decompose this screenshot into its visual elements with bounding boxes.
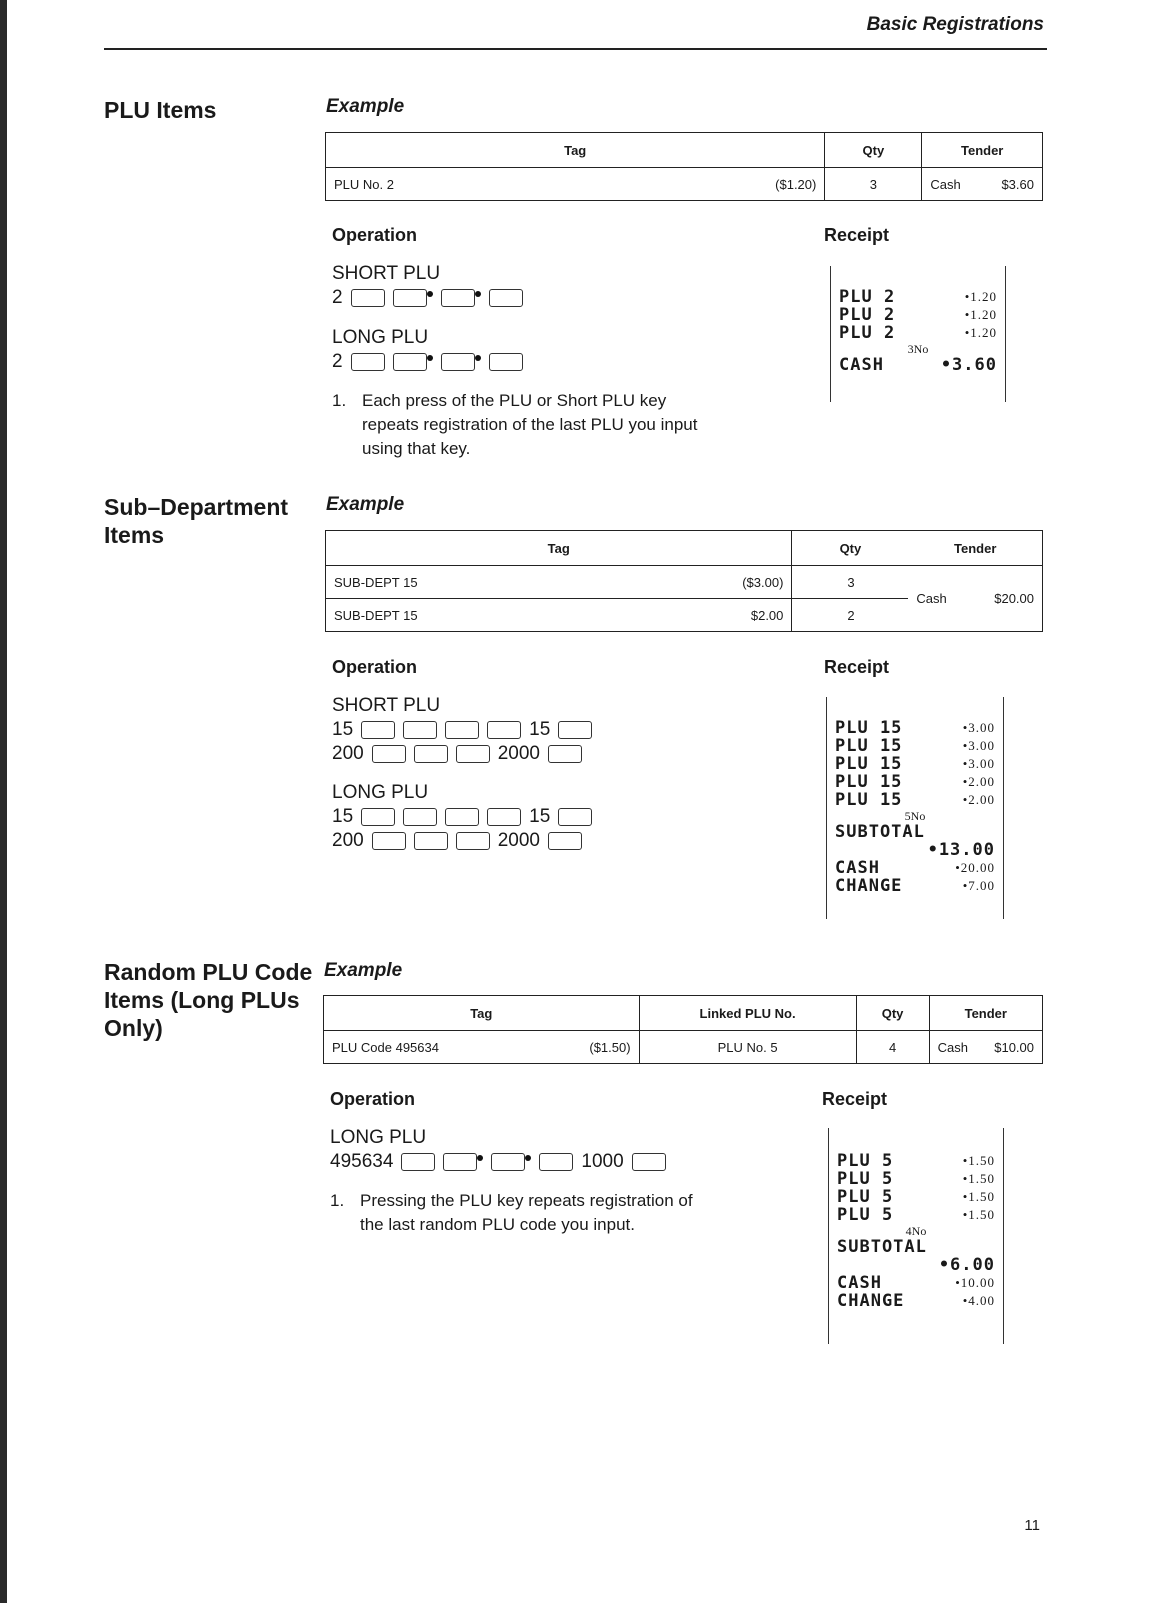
receipt-line: PLU 5 •1.50	[837, 1187, 995, 1207]
price-key[interactable]	[445, 721, 479, 739]
price-key[interactable]	[487, 721, 521, 739]
cell-qty: 3	[792, 566, 909, 599]
receipt-subtotal-value: •6.00	[938, 1255, 995, 1275]
long-plu-keys-line1	[332, 806, 592, 828]
header-rule	[104, 48, 1047, 50]
short-plu-key[interactable]	[361, 721, 395, 739]
key-input-number: 1000	[581, 1151, 624, 1172]
price-key[interactable]	[372, 745, 406, 763]
page-spine	[0, 0, 7, 1603]
cell-tender: Cash	[922, 168, 981, 201]
cell-qty: 2	[792, 599, 909, 632]
receipt-cash: CASH •20.00	[835, 858, 995, 878]
receipt-line: PLU 5 •1.50	[837, 1151, 995, 1171]
cash-tend-key[interactable]	[632, 1153, 666, 1171]
col-tender: Tender	[908, 531, 1042, 566]
key-input-number: 200	[332, 830, 364, 851]
receipt-subtotal-value: •13.00	[927, 840, 995, 860]
short-plu-keys-line1	[332, 719, 592, 741]
receipt-count: 4No	[905, 1224, 927, 1238]
receipt-change: CHANGE •7.00	[835, 876, 995, 896]
plu-key[interactable]	[539, 1153, 573, 1171]
receipt-random-plu	[828, 1128, 1004, 1344]
example-table-sub-dept	[325, 530, 1043, 632]
long-plu-label: LONG PLU	[332, 327, 429, 348]
receipt-count: 5No	[904, 809, 926, 823]
note-text: Each press of the PLU or Short PLU key repeats registration of the last PLU you input using that key.	[362, 391, 698, 458]
receipt-subtotal-label: SUBTOTAL	[835, 822, 925, 842]
long-plu-keys	[330, 1151, 666, 1173]
section-title-plu-items: PLU Items	[104, 97, 217, 123]
short-plu-label: SHORT PLU	[332, 263, 441, 284]
receipt-line: PLU 15 •2.00	[835, 790, 995, 810]
price-key[interactable]	[403, 808, 437, 826]
key-input-number: 15	[332, 719, 354, 740]
example-label: Example	[326, 494, 405, 515]
cell-price: ($1.20)	[610, 168, 825, 201]
receipt-plu	[830, 266, 1006, 402]
col-qty: Qty	[792, 531, 909, 566]
cell-tag: PLU Code 495634	[324, 1031, 539, 1064]
price-key[interactable]	[487, 808, 521, 826]
col-qty: Qty	[825, 133, 922, 168]
key-input-number: 15	[529, 806, 551, 827]
receipt-line: PLU 5 •1.50	[837, 1205, 995, 1225]
col-tag: Tag	[324, 996, 640, 1031]
subtotal-key[interactable]	[456, 832, 490, 850]
cell-tag: PLU No. 2	[326, 168, 611, 201]
short-plu-label: SHORT PLU	[332, 695, 441, 716]
short-plu-key[interactable]	[441, 289, 475, 307]
short-plu-keys	[332, 287, 523, 309]
example-label: Example	[324, 960, 403, 981]
plu-key[interactable]	[491, 1153, 525, 1171]
key-input-number: 495634	[330, 1151, 394, 1172]
cell-amount: $20.00	[969, 566, 1043, 632]
example-label: Example	[326, 96, 405, 117]
key-input-number: 15	[332, 806, 354, 827]
note-text: Pressing the PLU key repeats registration of the last random PLU code you input.	[360, 1191, 693, 1234]
receipt-change: CHANGE •4.00	[837, 1291, 995, 1311]
note-1	[332, 389, 702, 461]
col-qty: Qty	[856, 996, 929, 1031]
cell-qty: 4	[856, 1031, 929, 1064]
section-title-random-plu: Random PLU Code Items (Long PLUs Only)	[104, 959, 313, 1041]
plu-key[interactable]	[393, 353, 427, 371]
cell-tender: Cash	[908, 566, 969, 632]
cell-amount: $10.00	[981, 1031, 1043, 1064]
receipt-label: Receipt	[824, 225, 890, 245]
short-plu-keys-line2	[332, 743, 582, 765]
cell-tag: SUB-DEPT 15	[326, 566, 622, 599]
receipt-label: Receipt	[824, 657, 890, 677]
press-dot-icon	[427, 291, 433, 297]
short-plu-key[interactable]	[393, 289, 427, 307]
receipt-sub-dept	[826, 697, 1004, 919]
receipt-line: PLU 2 •1.20	[839, 287, 997, 307]
col-tender: Tender	[922, 133, 1043, 168]
operation-label: Operation	[330, 1089, 416, 1109]
cash-tend-key[interactable]	[548, 832, 582, 850]
press-dot-icon	[475, 355, 481, 361]
receipt-count: 3No	[907, 342, 929, 356]
short-plu-key[interactable]	[558, 721, 592, 739]
operation-label: Operation	[332, 225, 418, 245]
receipt-line: PLU 2 •1.20	[839, 305, 997, 325]
cell-linked-plu: PLU No. 5	[639, 1031, 856, 1064]
receipt-cash: CASH •3.60	[839, 355, 997, 375]
receipt-line: PLU 15 •3.00	[835, 718, 995, 738]
note-number: 1.	[330, 1191, 345, 1210]
long-plu-label: LONG PLU	[332, 782, 429, 803]
header-title: Basic Registrations	[866, 14, 1044, 35]
key-input-number: 200	[332, 743, 364, 764]
price-key[interactable]	[372, 832, 406, 850]
plu-key[interactable]	[441, 353, 475, 371]
example-table-plu	[325, 132, 1043, 201]
cell-tender: Cash	[929, 1031, 981, 1064]
receipt-line: PLU 5 •1.50	[837, 1169, 995, 1189]
key-input-number: 15	[529, 719, 551, 740]
receipt-line: PLU 15 •3.00	[835, 754, 995, 774]
col-tender: Tender	[929, 996, 1042, 1031]
col-tag: Tag	[326, 531, 792, 566]
cell-price: $2.00	[621, 599, 792, 632]
cell-amount: $3.60	[981, 168, 1043, 201]
price-key[interactable]	[414, 832, 448, 850]
operation-label: Operation	[332, 657, 418, 677]
price-key[interactable]	[414, 745, 448, 763]
plu-key[interactable]	[558, 808, 592, 826]
press-dot-icon	[427, 355, 433, 361]
example-table-random-plu	[323, 995, 1043, 1064]
receipt-line: PLU 15 •2.00	[835, 772, 995, 792]
press-dot-icon	[525, 1155, 531, 1161]
key-input-number: 2	[332, 287, 343, 308]
press-dot-icon	[475, 291, 481, 297]
section-title-sub-department: Sub–Department Items	[104, 494, 289, 548]
cell-price: ($1.50)	[539, 1031, 640, 1064]
col-tag: Tag	[326, 133, 825, 168]
price-key[interactable]	[403, 721, 437, 739]
cash-tend-key[interactable]	[548, 745, 582, 763]
key-input-number: 2000	[497, 830, 540, 851]
receipt-cash: CASH •10.00	[837, 1273, 995, 1293]
long-plu-label: LONG PLU	[330, 1127, 427, 1148]
key-input-number: 2000	[497, 743, 540, 764]
plu-key[interactable]	[361, 808, 395, 826]
receipt-label: Receipt	[822, 1089, 888, 1109]
note-1	[330, 1189, 700, 1237]
col-linked-plu: Linked PLU No.	[639, 996, 856, 1031]
plu-key[interactable]	[401, 1153, 435, 1171]
note-number: 1.	[332, 391, 347, 410]
cell-price: ($3.00)	[621, 566, 792, 599]
short-plu-key[interactable]	[351, 289, 385, 307]
long-plu-keys	[332, 351, 523, 373]
subtotal-key[interactable]	[456, 745, 490, 763]
price-key[interactable]	[445, 808, 479, 826]
receipt-line: PLU 15 •3.00	[835, 736, 995, 756]
plu-key[interactable]	[351, 353, 385, 371]
page-number: 11	[1024, 1517, 1040, 1534]
cash-tend-key[interactable]	[489, 353, 523, 371]
cell-qty: 3	[825, 168, 922, 201]
long-plu-keys-line2	[332, 830, 582, 852]
cell-tag: SUB-DEPT 15	[326, 599, 622, 632]
key-input-number: 2	[332, 351, 343, 372]
receipt-line: PLU 2 •1.20	[839, 323, 997, 343]
receipt-subtotal-label: SUBTOTAL	[837, 1237, 927, 1257]
cash-tend-key[interactable]	[489, 289, 523, 307]
plu-key[interactable]	[443, 1153, 477, 1171]
press-dot-icon	[477, 1155, 483, 1161]
